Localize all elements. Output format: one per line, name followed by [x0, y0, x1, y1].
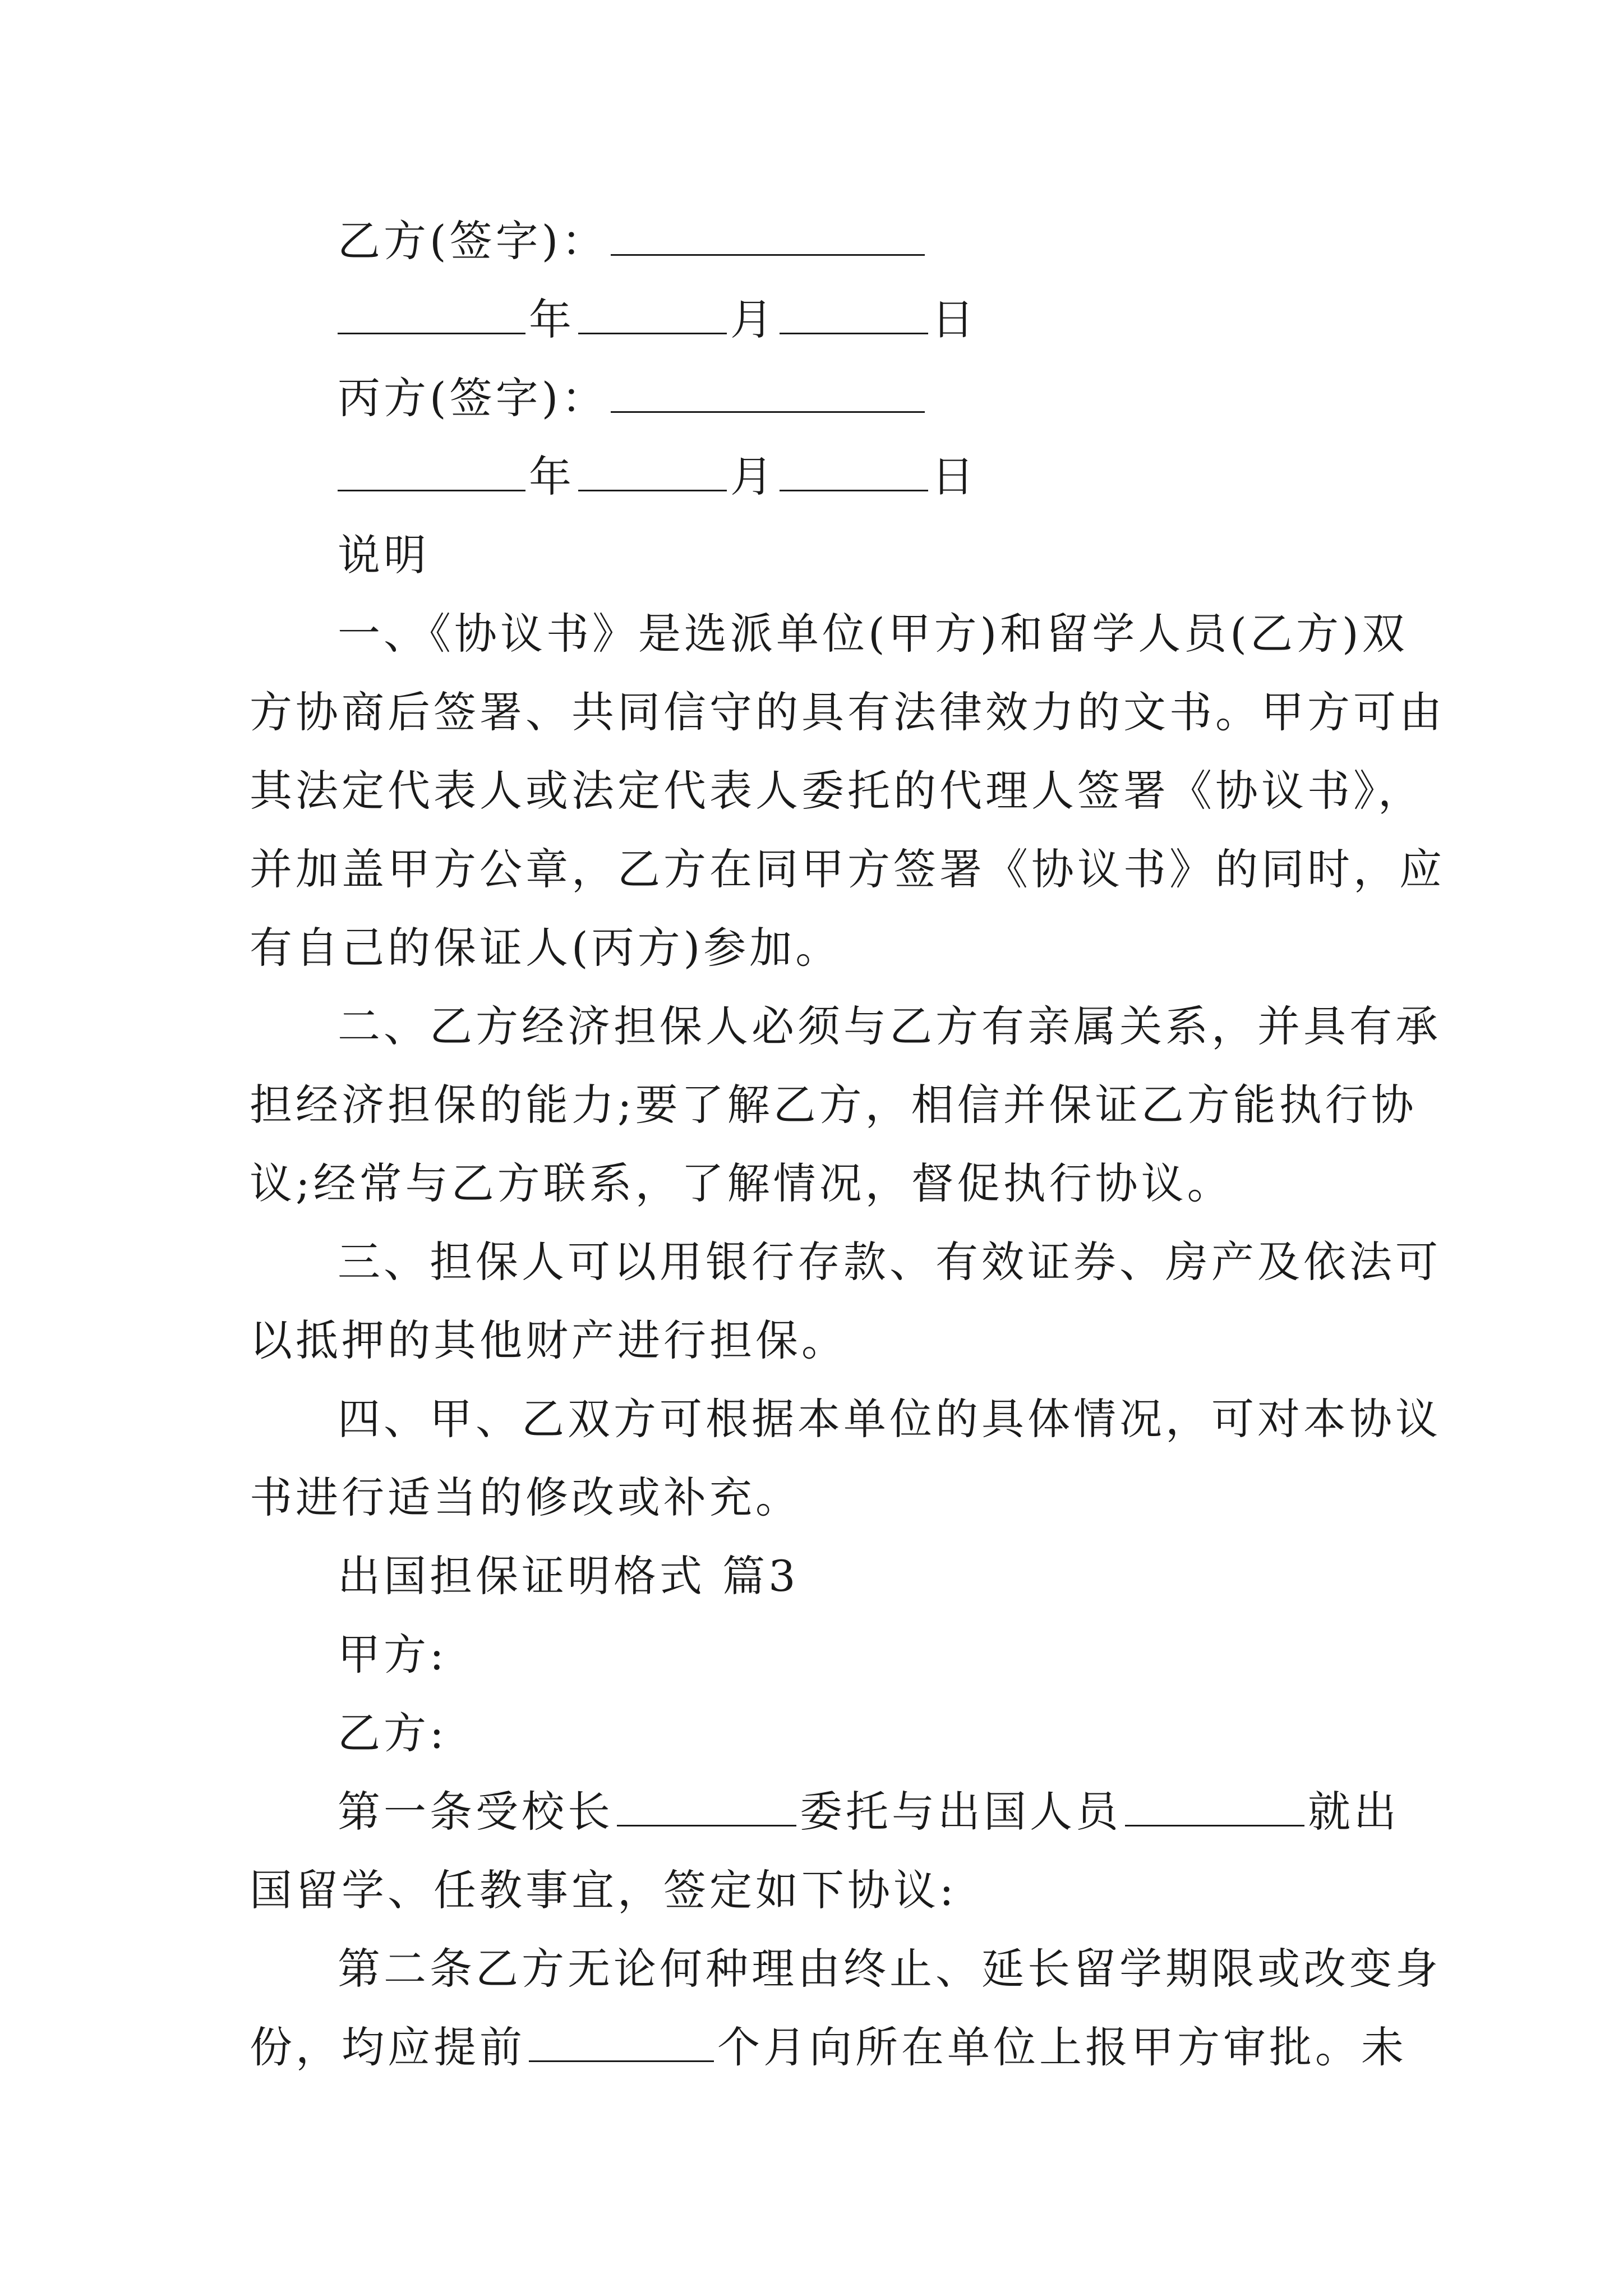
party-a-label: 甲方: — [338, 1630, 448, 1680]
year-blank — [338, 450, 525, 491]
paragraph-line: 三、担保人可以用银行存款、有效证券、房产及依法可 — [338, 1237, 1441, 1287]
paragraph-line: 以抵押的其他财产进行担保。 — [250, 1315, 847, 1365]
paragraph-line: 方协商后签署、共同信守的具有法律效力的文书。甲方可由 — [250, 687, 1445, 737]
sign-b-date-line — [338, 280, 1388, 359]
month-label: 月 — [730, 452, 776, 501]
explain-heading: 说明 — [338, 530, 430, 580]
day-label: 日 — [932, 295, 978, 344]
paragraph-line: 担经济担保的能力;要了解乙方，相信并保证乙方能执行协 — [250, 1080, 1417, 1130]
article-2-text: 个月向所在单位上报甲方审批。未 — [717, 2022, 1407, 2072]
year-label: 年 — [529, 452, 575, 501]
day-blank — [780, 450, 928, 491]
paragraph-line: 其法定代表人或法定代表人委托的代理人签署《协议书》， — [250, 766, 1424, 816]
sign-c-line — [338, 359, 1388, 438]
year-label: 年 — [529, 295, 575, 344]
article-1-text: 第一条受校长 — [338, 1787, 614, 1837]
paragraph-line: 有自己的保证人(丙方)参加。 — [250, 923, 842, 973]
paragraph-line: 一、《协议书》是选派单位(甲方)和留学人员(乙方)双 — [338, 609, 1408, 659]
article-1-text: 委托与出国人员 — [800, 1787, 1122, 1837]
month-blank — [578, 450, 727, 491]
sign-b-label: 乙方(签字)： — [338, 216, 608, 266]
paragraph-line: 二、乙方经济担保人必须与乙方有亲属关系，并具有承 — [338, 1001, 1441, 1051]
sign-b-blank — [611, 215, 925, 256]
year-blank — [338, 293, 525, 334]
day-label: 日 — [932, 452, 978, 501]
person-blank — [1125, 1786, 1304, 1826]
day-blank — [780, 293, 928, 334]
sign-c-blank — [611, 372, 925, 413]
article-1-text: 就出 — [1308, 1787, 1400, 1837]
paragraph-line: 议;经常与乙方联系，了解情况，督促执行协议。 — [250, 1158, 1233, 1208]
paragraph-line: 书进行适当的修改或补充。 — [250, 1473, 801, 1522]
paragraph-line: 国留学、任教事宜，签定如下协议: — [250, 1865, 957, 1915]
section-title: 出国担保证明格式 篇3 — [338, 1551, 799, 1601]
sign-c-label: 丙方(签字)： — [338, 373, 608, 423]
principal-blank — [617, 1786, 796, 1826]
article-1-line — [338, 1773, 1400, 1851]
paragraph-line: 第二条乙方无论何种理由终止、延长留学期限或改变身 — [338, 1944, 1441, 1994]
month-label: 月 — [730, 295, 776, 344]
month-blank — [578, 293, 727, 334]
article-2-line — [250, 2008, 1407, 2087]
article-2-text: 份，均应提前 — [250, 2022, 525, 2072]
party-b-label: 乙方: — [338, 1708, 448, 1758]
paragraph-line: 并加盖甲方公章，乙方在同甲方签署《协议书》的同时，应 — [250, 844, 1445, 894]
paragraph-line: 四、甲、乙双方可根据本单位的具体情况，可对本协议 — [338, 1394, 1441, 1444]
months-blank — [529, 2021, 714, 2062]
sign-b-line — [338, 202, 1388, 280]
sign-c-date-line — [338, 438, 1388, 516]
